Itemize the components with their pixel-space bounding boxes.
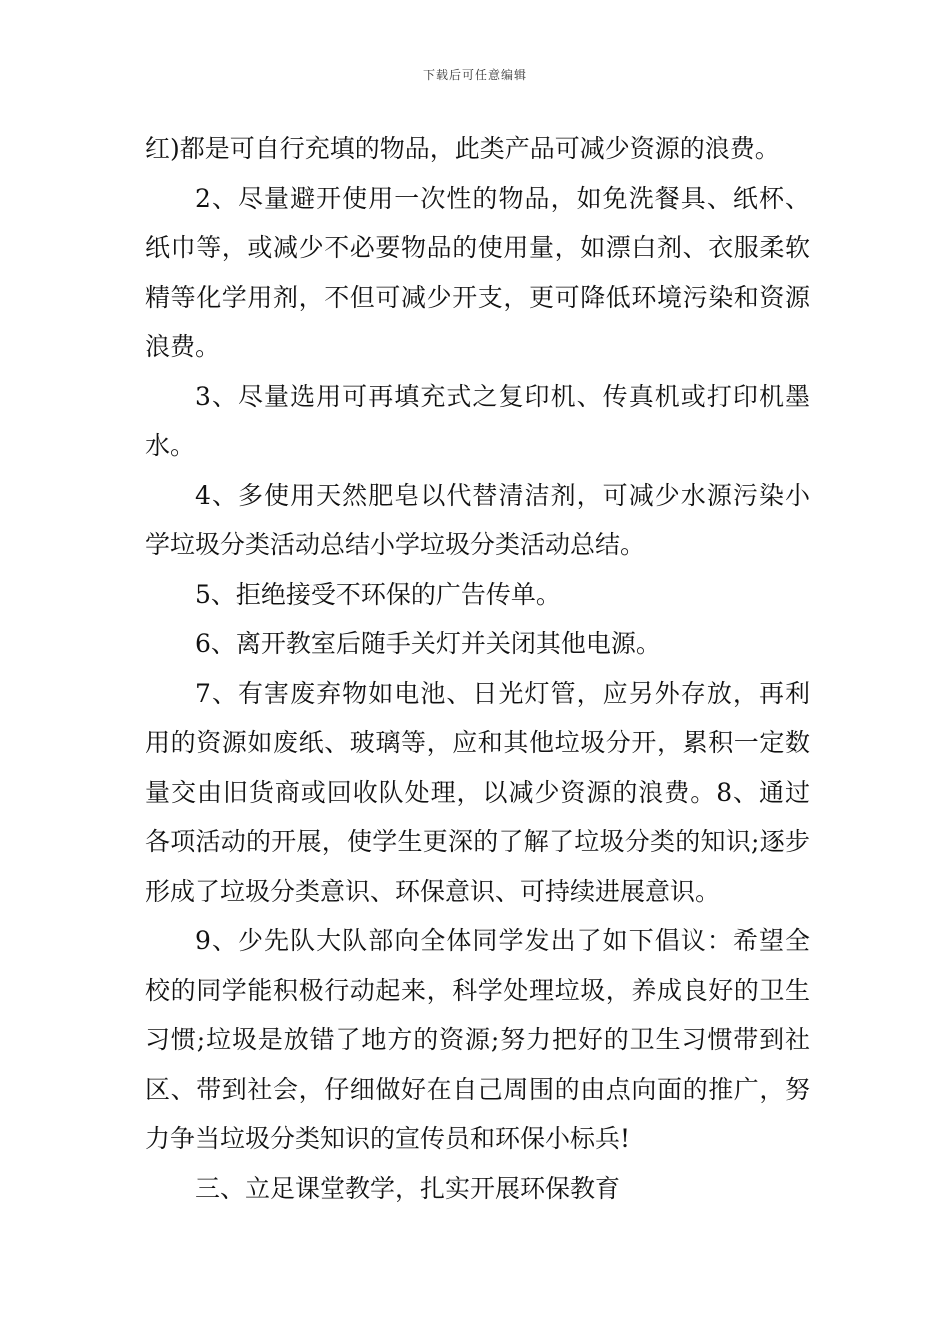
paragraph-item-4: 4、多使用天然肥皂以代替清洁剂，可减少水源污染小学垃圾分类活动总结小学垃圾分类活动总结。 [145, 480, 810, 559]
paragraph-item-2: 2、尽量避开使用一次性的物品，如免洗餐具、纸杯、纸巾等，或减少不必要物品的使用量，如漂白剂、衣服柔软精等化学用剂，不但可减少开支，更可降低环境污染和资源浪费。 [145, 183, 810, 361]
paragraph-item-7-8: 7、有害废弃物如电池、日光灯管，应另外存放，再利用的资源如废纸、玻璃等，应和其他垃圾分开，累积一定数量交由旧货商或回收队处理，以减少资源的浪费。8、通过各项活动的开展，使学生更深的了解了垃圾分类的知识;逐步形成了垃圾分类意识、环保意识、可持续进展意识。 [145, 678, 810, 906]
paragraph-item-5: 5、拒绝接受不环保的广告传单。 [195, 579, 561, 609]
document-body [145, 124, 810, 1213]
paragraph-item-9: 9、少先队大队部向全体同学发出了如下倡议：希望全校的同学能积极行动起来，科学处理垃圾，养成良好的卫生习惯;垃圾是放错了地方的资源;努力把好的卫生习惯带到社区、带到社会，仔细做好在自己周围的由点向面的推广，努力争当垃圾分类知识的宣传员和环保小标兵! [145, 926, 810, 1153]
paragraph-item-6: 6、离开教室后随手关灯并关闭其他电源。 [195, 629, 661, 658]
paragraph-item-3: 3、尽量选用可再填充式之复印机、传真机或打印机墨水。 [145, 381, 810, 460]
paragraph-continuation: 红)都是可自行充填的物品，此类产品可减少资源的浪费。 [145, 134, 780, 163]
page-header-note: 下载后可任意编辑 [422, 68, 527, 82]
section-heading: 三、立足课堂教学，扎实开展环保教育 [195, 1173, 621, 1203]
